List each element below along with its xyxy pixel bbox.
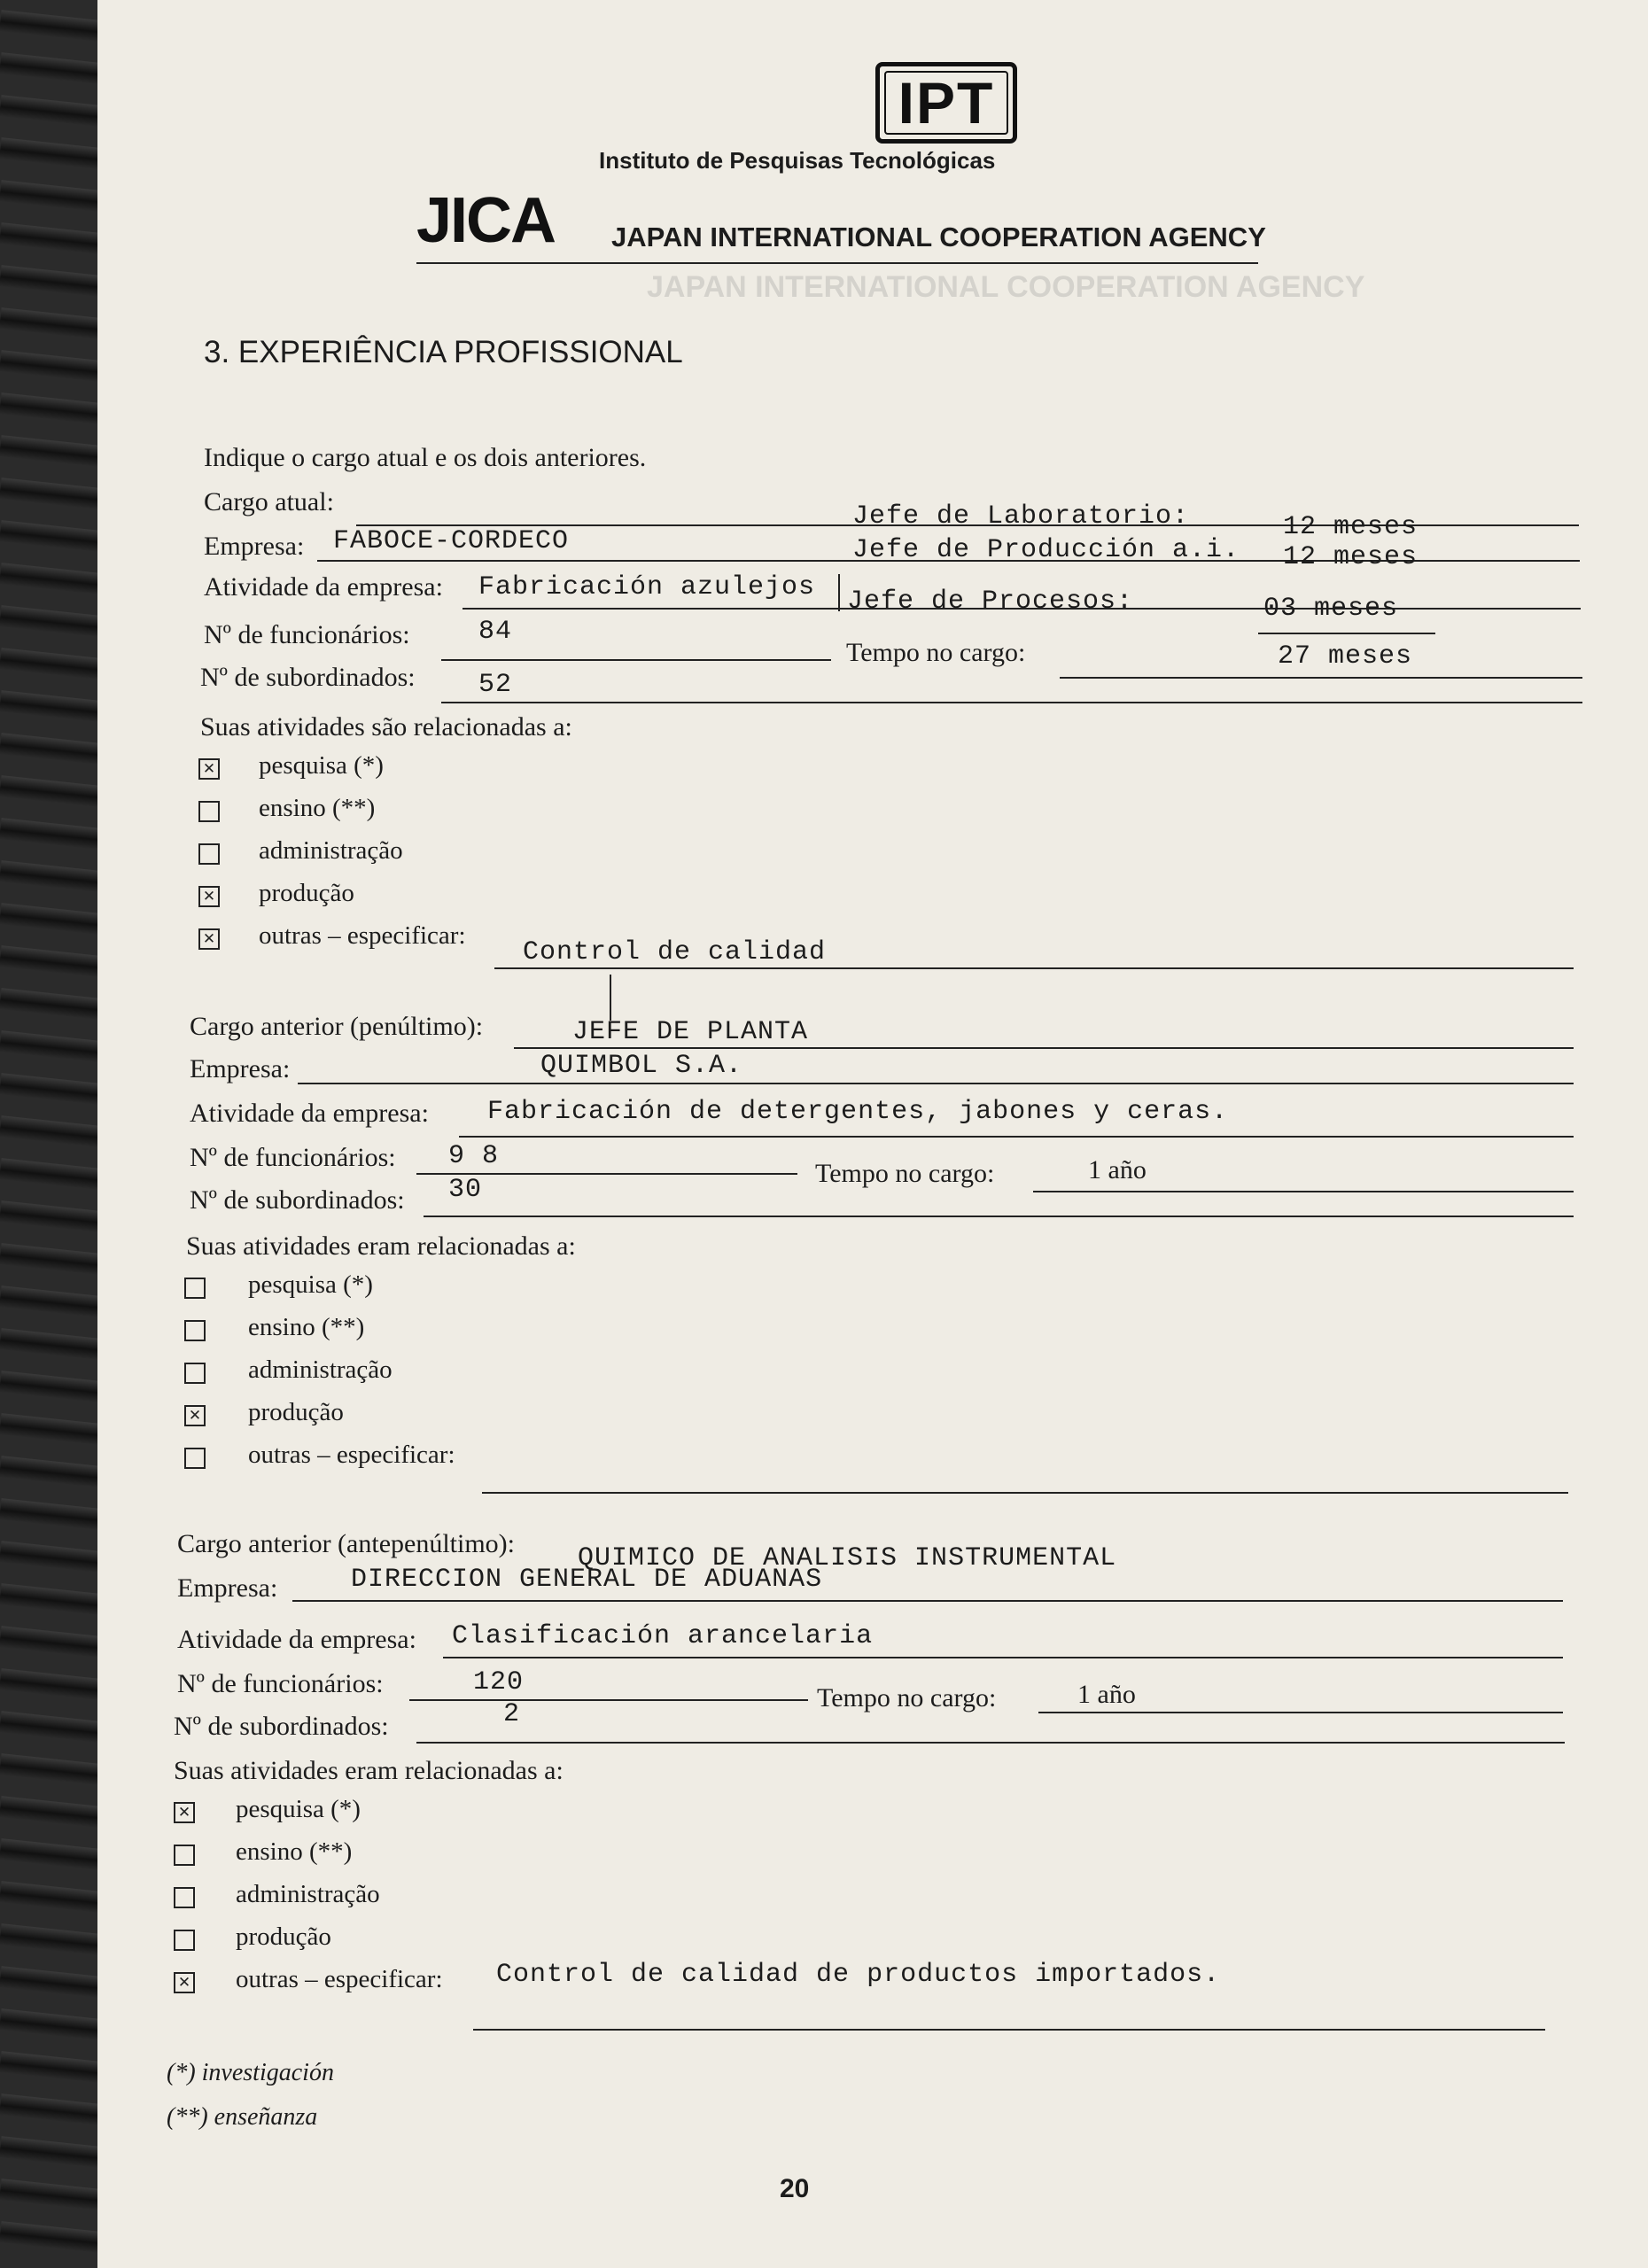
checkbox-previous-2[interactable] xyxy=(184,1363,206,1384)
checkbox-current-0[interactable]: ✕ xyxy=(198,758,220,780)
current-position-1-months: 12 meses xyxy=(1283,512,1419,542)
checkbox-label-current-4: outras – especificar: xyxy=(259,921,466,950)
funcionarios-line xyxy=(441,659,831,661)
checkbox-label-previous-4: outras – especificar: xyxy=(248,1441,455,1469)
current-subordinados-value: 52 xyxy=(478,670,513,700)
previous-tempo-label: Tempo no cargo: xyxy=(815,1159,995,1188)
funcionarios-label: Nº de funcionários: xyxy=(204,620,410,649)
checkbox-label-previous2-4: outras – especificar: xyxy=(236,1965,443,1993)
sum-line xyxy=(1258,633,1435,634)
checkbox-previous2-2[interactable] xyxy=(174,1887,195,1908)
margin-mark xyxy=(610,975,611,1021)
header-rule xyxy=(416,262,1258,264)
previous2-cargo-value: QUIMICO DE ANALISIS INSTRUMENTAL xyxy=(578,1543,1117,1573)
checkbox-previous-1[interactable] xyxy=(184,1320,206,1341)
previous2-funcionarios-value: 120 xyxy=(473,1667,525,1697)
current-atividade-value: Fabricación azulejos xyxy=(478,572,816,602)
bleed-through-text: JAPAN INTERNATIONAL COOPERATION AGENCY xyxy=(647,270,1365,304)
previous2-empresa-value: DIRECCION GENERAL DE ADUANAS xyxy=(351,1565,823,1595)
checkbox-current-1[interactable] xyxy=(198,801,220,822)
cargo-penultimo-label: Cargo anterior (penúltimo): xyxy=(190,1012,484,1041)
previous2-funcionarios-line xyxy=(409,1699,808,1701)
tempo-line xyxy=(1060,677,1582,679)
checkbox-label-current-2: administração xyxy=(259,836,403,865)
footnote-double: (**) enseñanza xyxy=(167,2103,318,2131)
previous-atividade-line xyxy=(459,1136,1574,1138)
ipt-logo: IPT xyxy=(875,62,1017,144)
previous-atividade-label: Atividade da empresa: xyxy=(190,1099,429,1128)
cargo-atual-label: Cargo atual: xyxy=(204,487,334,517)
previous-cargo-value: JEFE DE PLANTA xyxy=(572,1017,809,1047)
previous2-funcionarios-label: Nº de funcionários: xyxy=(177,1669,384,1698)
current-position-1: Jefe de Laboratorio: xyxy=(852,501,1190,532)
institute-name: Instituto de Pesquisas Tecnológicas xyxy=(599,147,996,174)
instruction-text: Indique o cargo atual e os dois anteriores. xyxy=(204,443,647,472)
empresa-label: Empresa: xyxy=(204,532,305,561)
previous-subordinados-label: Nº de subordinados: xyxy=(190,1185,405,1215)
previous-empresa-label: Empresa: xyxy=(190,1054,291,1084)
previous-empresa-value: QUIMBOL S.A. xyxy=(540,1051,743,1081)
checkbox-label-previous-1: ensino (**) xyxy=(248,1313,365,1341)
current-position-3: Jefe de Procesos: xyxy=(847,586,1134,617)
previous2-empresa-label: Empresa: xyxy=(177,1573,278,1603)
previous-tempo-value: 1 año xyxy=(1088,1155,1147,1184)
previous2-atividade-line xyxy=(443,1657,1563,1658)
tempo-label: Tempo no cargo: xyxy=(846,638,1026,667)
checkbox-label-previous2-0: pesquisa (*) xyxy=(236,1795,361,1823)
footnote-single: (*) investigación xyxy=(167,2059,334,2086)
subordinados-label: Nº de subordinados: xyxy=(200,663,416,692)
checkbox-label-previous-3: produção xyxy=(248,1398,344,1426)
current-empresa-value: FABOCE-CORDECO xyxy=(333,526,570,556)
page-number: 20 xyxy=(780,2174,810,2203)
current-position-2: Jefe de Producción a.i. xyxy=(852,535,1240,565)
previous2-tempo-label: Tempo no cargo: xyxy=(817,1683,997,1713)
checkbox-label-previous-0: pesquisa (*) xyxy=(248,1270,373,1299)
current-position-2-months: 12 meses xyxy=(1283,542,1419,572)
previous-atividades-label: Suas atividades eram relacionadas a: xyxy=(186,1231,576,1261)
current-tempo-value: 27 meses xyxy=(1278,641,1413,672)
atividade-label: Atividade da empresa: xyxy=(204,572,443,602)
checkbox-previous-3[interactable]: ✕ xyxy=(184,1405,206,1426)
checkbox-previous-0[interactable] xyxy=(184,1278,206,1299)
previous-funcionarios-label: Nº de funcionários: xyxy=(190,1143,396,1172)
section-title: 3. EXPERIÊNCIA PROFISSIONAL xyxy=(204,335,683,369)
previous-tempo-line xyxy=(1033,1191,1574,1192)
checkbox-previous2-1[interactable] xyxy=(174,1845,195,1866)
previous2-tempo-value: 1 año xyxy=(1077,1680,1136,1709)
subordinados-line xyxy=(441,702,1582,703)
checkbox-previous2-3[interactable] xyxy=(174,1930,195,1951)
previous2-subordinados-label: Nº de subordinados: xyxy=(174,1712,389,1741)
previous-subordinados-line xyxy=(424,1216,1574,1217)
previous2-subordinados-line xyxy=(416,1742,1565,1744)
checkbox-label-current-1: ensino (**) xyxy=(259,794,376,822)
checkbox-current-4[interactable]: ✕ xyxy=(198,928,220,950)
previous2-outras-value: Control de calidad de productos importados. xyxy=(496,1960,1221,1990)
previous2-empresa-line xyxy=(292,1600,1563,1602)
jica-name: JAPAN INTERNATIONAL COOPERATION AGENCY xyxy=(611,221,1266,252)
previous-cargo-line xyxy=(514,1047,1574,1049)
checkbox-label-current-0: pesquisa (*) xyxy=(259,751,384,780)
previous-outras-line xyxy=(482,1492,1568,1494)
checkbox-label-previous-2: administração xyxy=(248,1355,393,1384)
checkbox-previous2-4[interactable]: ✕ xyxy=(174,1972,195,1993)
previous2-atividade-label: Atividade da empresa: xyxy=(177,1625,416,1654)
form-page xyxy=(97,0,1648,2268)
checkbox-label-current-3: produção xyxy=(259,879,354,907)
checkbox-previous-4[interactable] xyxy=(184,1448,206,1469)
previous2-subordinados-value: 2 xyxy=(503,1699,521,1729)
cargo-antepenultimo-label: Cargo anterior (antepenúltimo): xyxy=(177,1529,515,1558)
previous-empresa-line xyxy=(298,1083,1574,1084)
previous-atividade-value: Fabricación de detergentes, jabones y ceras. xyxy=(487,1097,1229,1127)
jica-logo: JICA xyxy=(416,185,556,256)
previous2-atividades-label: Suas atividades eram relacionadas a: xyxy=(174,1756,564,1785)
checkbox-label-previous2-3: produção xyxy=(236,1922,331,1951)
current-position-3-months: 03 meses xyxy=(1263,594,1399,624)
current-funcionarios-value: 84 xyxy=(478,617,513,647)
checkbox-label-previous2-1: ensino (**) xyxy=(236,1837,353,1866)
previous2-tempo-line xyxy=(1038,1712,1563,1713)
previous-subordinados-value: 30 xyxy=(448,1175,483,1205)
checkbox-current-2[interactable] xyxy=(198,843,220,865)
previous-funcionarios-value: 9 8 xyxy=(448,1141,500,1171)
divider-mark xyxy=(838,574,840,611)
current-outras-value: Control de calidad xyxy=(523,937,827,967)
checkbox-label-previous2-2: administração xyxy=(236,1880,380,1908)
current-outras-line xyxy=(494,967,1574,969)
atividades-label: Suas atividades são relacionadas a: xyxy=(200,712,572,742)
checkbox-current-3[interactable]: ✕ xyxy=(198,886,220,907)
previous2-outras-line xyxy=(473,2029,1545,2031)
checkbox-previous2-0[interactable]: ✕ xyxy=(174,1802,195,1823)
previous2-atividade-value: Clasificación arancelaria xyxy=(452,1621,874,1651)
